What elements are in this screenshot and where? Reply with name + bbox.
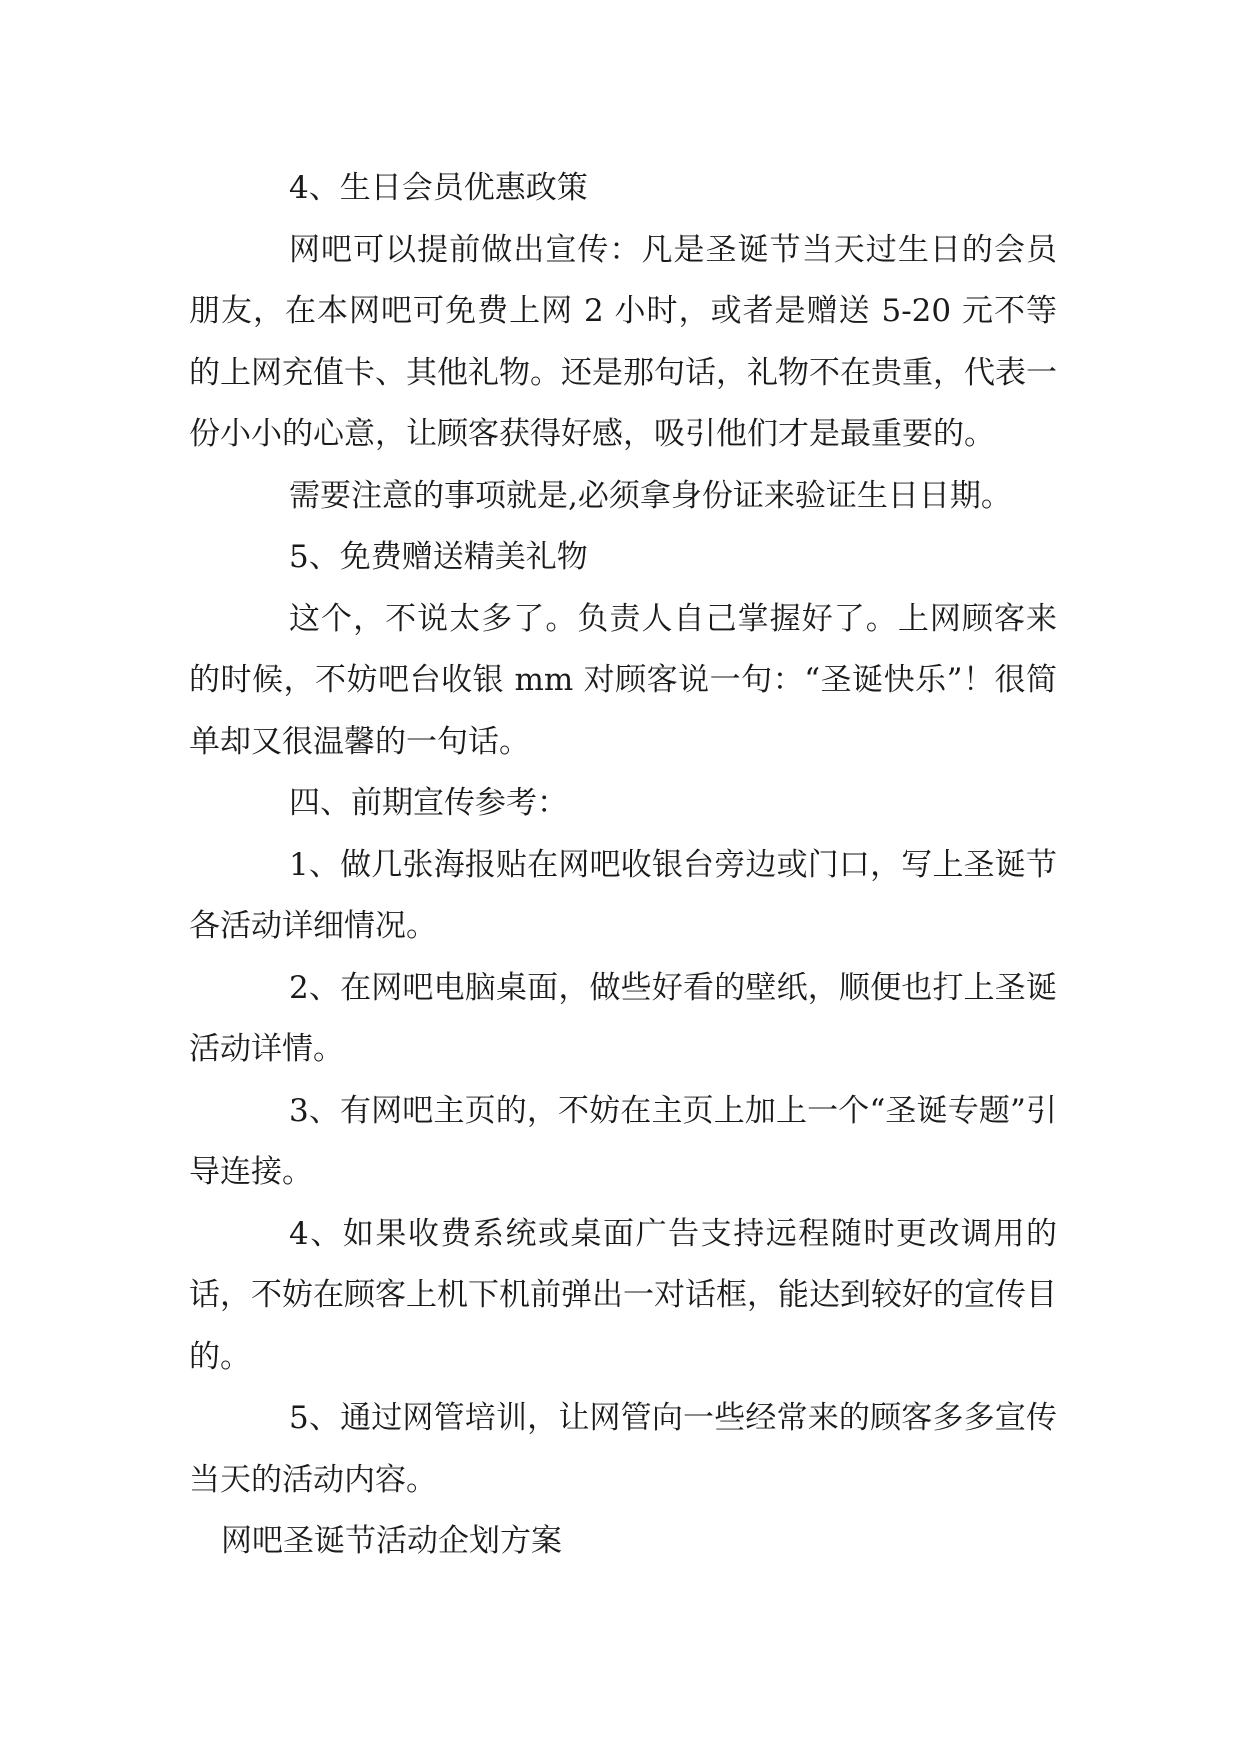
paragraph-birthday-promotion: 网吧可以提前做出宣传：凡是圣诞节当天过生日的会员朋友，在本网吧可免费上网 2 小时，或者是赠送 5-20 元不等的上网充值卡、其他礼物。还是那句话，礼物不在贵重，代表一份小小的心意，让顾客获得好感，吸引他们才是最重要的。 bbox=[189, 231, 1057, 452]
heading-birthday-member-policy: 4、生日会员优惠政策 bbox=[289, 170, 588, 206]
paragraph-promotion-homepage: 3、有网吧主页的，不妨在主页上加上一个“圣诞专题”引导连接。 bbox=[189, 1092, 1057, 1190]
paragraph-promotion-popup: 4、如果收费系统或桌面广告支持远程随时更改调用的话，不妨在顾客上机下机前弹出一对话框，能达到较好的宣传目的。 bbox=[189, 1215, 1057, 1375]
document-body bbox=[189, 158, 1057, 1573]
next-section-title: 网吧圣诞节活动企划方案 bbox=[221, 1523, 562, 1559]
paragraph-free-gifts: 这个，不说太多了。负责人自己掌握好了。上网顾客来的时候，不妨吧台收银 mm 对顾客说一句：“圣诞快乐”！很简单却又很温馨的一句话。 bbox=[189, 600, 1057, 760]
paragraph-promotion-posters: 1、做几张海报贴在网吧收银台旁边或门口，写上圣诞节各活动详细情况。 bbox=[189, 846, 1057, 944]
paragraph-id-verification-note: 需要注意的事项就是,必须拿身份证来验证生日日期。 bbox=[289, 477, 1012, 514]
heading-promotion-reference: 四、前期宣传参考： bbox=[289, 785, 568, 821]
paragraph-promotion-wallpaper: 2、在网吧电脑桌面，做些好看的壁纸，顺便也打上圣诞活动详情。 bbox=[189, 969, 1057, 1067]
paragraph-promotion-staff: 5、通过网管培训，让网管向一些经常来的顾客多多宣传当天的活动内容。 bbox=[189, 1400, 1057, 1498]
heading-free-gifts: 5、免费赠送精美礼物 bbox=[289, 539, 588, 575]
